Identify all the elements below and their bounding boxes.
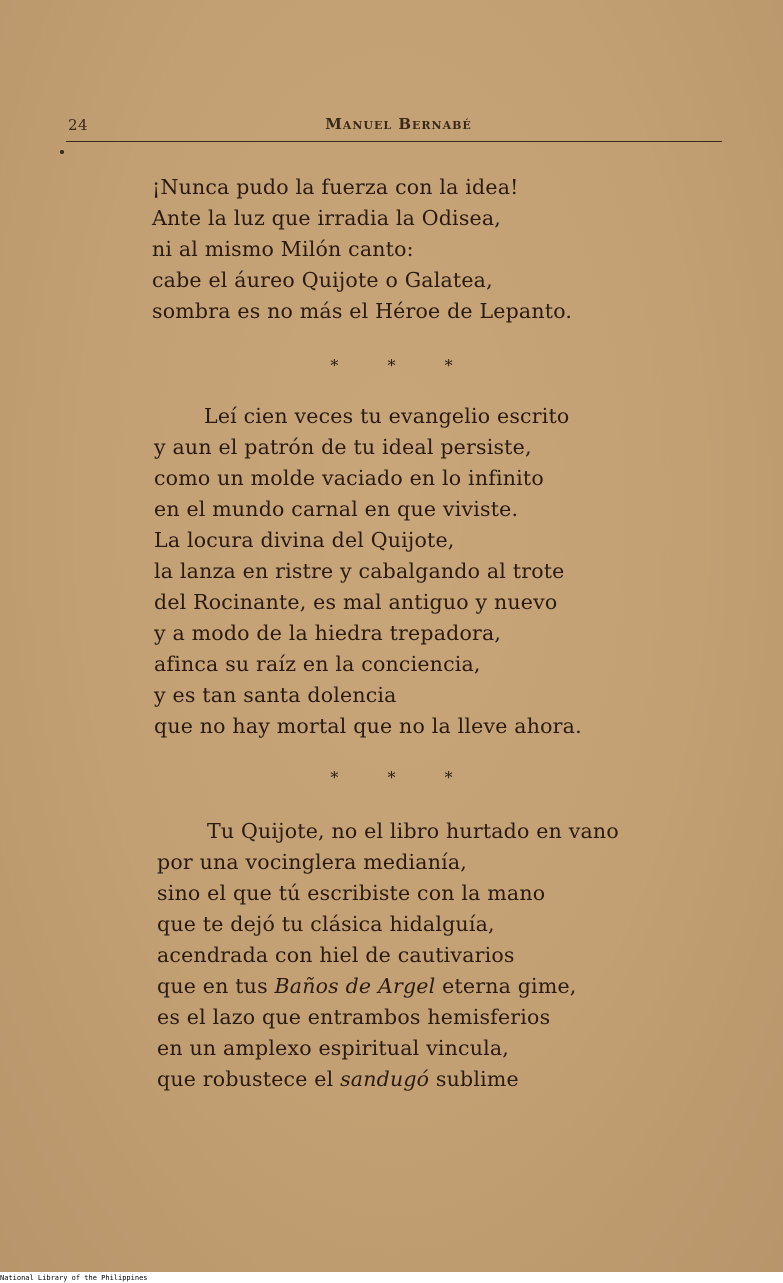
stanza-2 bbox=[154, 401, 582, 742]
verse-text: que en tus bbox=[157, 974, 275, 998]
verse-line: ¡Nunca pudo la fuerza con la idea! bbox=[152, 175, 519, 199]
page-number: 24 bbox=[68, 116, 89, 134]
verse-line: es el lazo que entrambos hemisferios bbox=[157, 1005, 551, 1029]
verse-line: sino el que tú escribiste con la mano bbox=[157, 881, 546, 905]
verse-line: que no hay mortal que no la lleve ahora. bbox=[154, 714, 582, 738]
verse-line bbox=[157, 1064, 619, 1095]
verse-line bbox=[157, 971, 619, 1002]
verse-line: Ante la luz que irradia la Odisea, bbox=[152, 206, 502, 230]
verse-text: que robustece el bbox=[157, 1067, 341, 1091]
running-head: Manuel Bernabé bbox=[325, 115, 472, 133]
verse-line: sombra es no más el Héroe de Lepanto. bbox=[152, 299, 573, 323]
italic-word: sandugó bbox=[340, 1067, 430, 1091]
verse-line: Tu Quijote, no el libro hurtado en vano bbox=[207, 819, 619, 843]
verse-line: ni al mismo Milón canto: bbox=[152, 237, 414, 261]
verse-text: sublime bbox=[429, 1067, 519, 1091]
section-separator: * * * bbox=[330, 356, 475, 375]
verse-line: en un amplexo espiritual vincula, bbox=[157, 1036, 510, 1060]
verse-line: como un molde vaciado en lo infinito bbox=[154, 466, 544, 490]
stanza-3 bbox=[157, 816, 619, 1095]
verse-line: por una vocinglera medianía, bbox=[157, 850, 468, 874]
verse-line: la lanza en ristre y cabalgando al trote bbox=[154, 559, 565, 583]
library-credit: National Library of the Philippines bbox=[0, 1274, 148, 1282]
italic-title: Baños de Argel bbox=[274, 974, 436, 998]
verse-line: La locura divina del Quijote, bbox=[154, 528, 455, 552]
verse-line: y a modo de la hiedra trepadora, bbox=[154, 621, 502, 645]
verse-line: y aun el patrón de tu ideal persiste, bbox=[154, 435, 532, 459]
verse-text: eterna gime, bbox=[435, 974, 577, 998]
verse-line: cabe el áureo Quijote o Galatea, bbox=[152, 268, 493, 292]
section-separator: * * * bbox=[330, 768, 475, 787]
verse-line: y es tan santa dolencia bbox=[154, 683, 397, 707]
verse-line: acendrada con hiel de cautivarios bbox=[157, 943, 515, 967]
header-rule bbox=[66, 141, 722, 142]
verse-line: que te dejó tu clásica hidalguía, bbox=[157, 912, 495, 936]
verse-line: afinca su raíz en la conciencia, bbox=[154, 652, 481, 676]
verse-line: del Rocinante, es mal antiguo y nuevo bbox=[154, 590, 558, 614]
verse-line: Leí cien veces tu evangelio escrito bbox=[204, 404, 570, 428]
verse-line: en el mundo carnal en que viviste. bbox=[154, 497, 519, 521]
stanza-1 bbox=[152, 172, 572, 327]
ink-speck bbox=[60, 150, 64, 154]
